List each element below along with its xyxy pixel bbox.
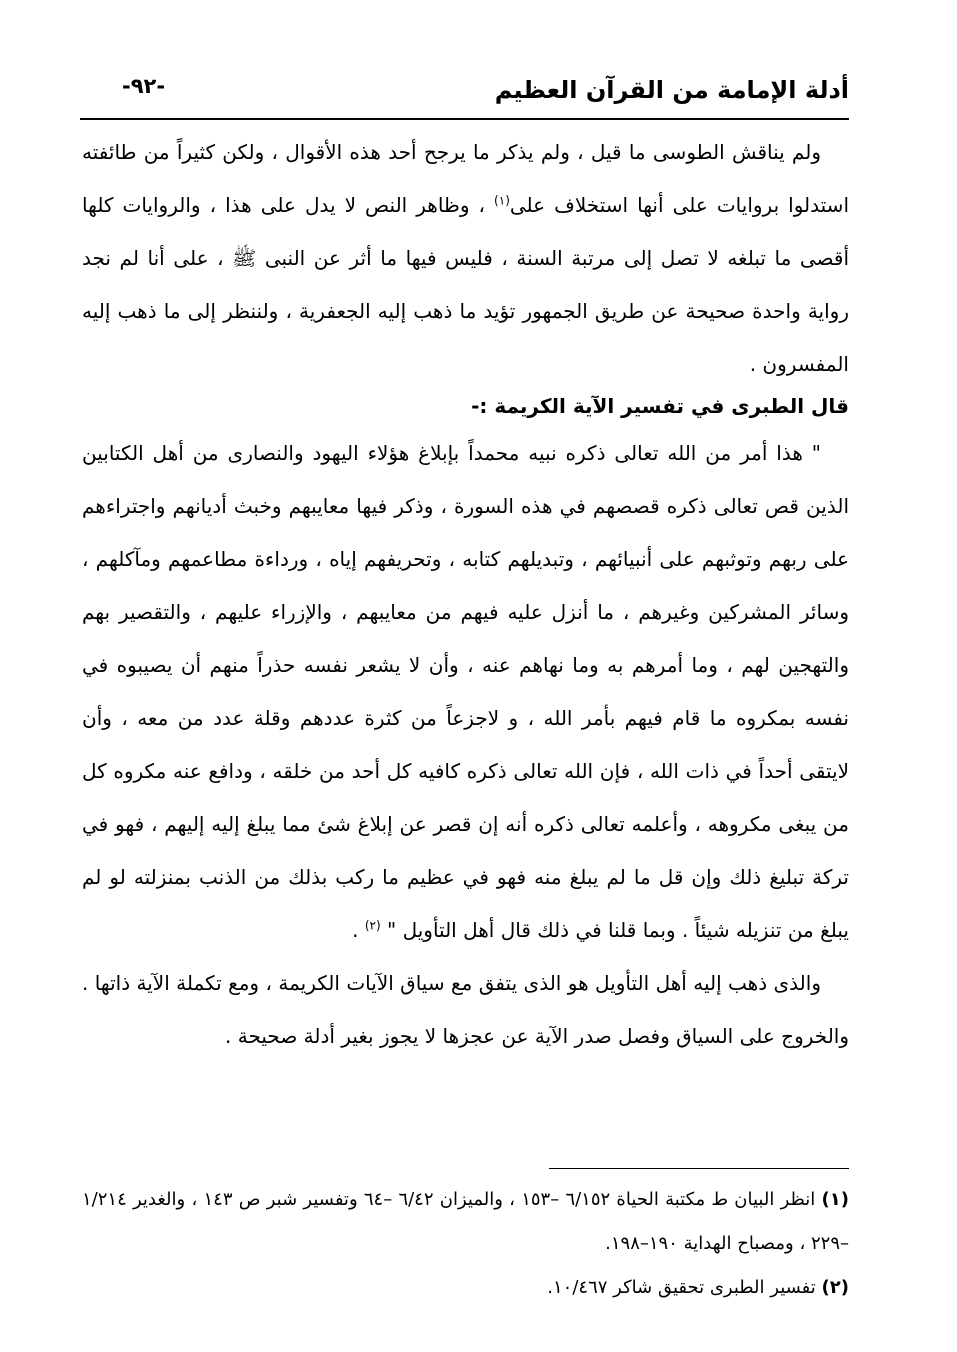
footnote-text-1: انظر البيان ط مكتبة الحياة ٦/١٥٢ –١٥٣ ، والميزان ٦/٤٢ –٦٤ وتفسير شبر ص ١٤٣ ، والغدير ١/٢١٤ –٢٢٩ ، ومصباح الهداية ١٩٠–١٩٨. [82, 1189, 849, 1254]
footnote-divider [549, 1168, 849, 1169]
footnotes [82, 1178, 849, 1310]
quote-end: . [352, 918, 365, 942]
footnote-mark-1: (١) [821, 1189, 849, 1210]
footnote-mark-2: (٢) [821, 1277, 849, 1298]
paragraph-conclusion: والذى ذهب إليه أهل التأويل هو الذى يتفق مع سياق الآيات الكريمة ، ومع تكملة الآية ذاتها . والخروج على السياق وفصل صدر الآية عن عجزها لا يجوز بغير أدلة صحيحة . [82, 971, 849, 1048]
footnote-2 [82, 1266, 849, 1310]
quote-text: " هذا أمر من الله تعالى ذكره نبيه محمداً بإبلاغ هؤلاء اليهود والنصارى من أهل الكتابين الذين قص تعالى ذكره قصصهم في هذه السورة ، وذكر فيها معايبهم وخبث أديانهم واجتراءهم على ربهم وتوثبهم على أنبيائهم ، وتبديلهم كتابه ، وتحريفهم إياه ، ورداءة مطاعمهم ومآكلهم ، وسائر المشركين وغيرهم ، ما أنزل عليه فيهم من معايبهم ، والإزراء عليهم ، والتقصير بهم والتهجين لهم ، وما أمرهم به وما نهاهم عنه ، وأن لا يشعر نفسه حذراً منهم أن يصيبوه في نفسه بمكروه ما قام فيهم بأمر الله ، و لاجزعاً من كثرة عددهم وقلة عدد من معه ، وأن لايتقى أحداً في ذات الله ، فإن الله تعالى ذكره كافيه كل أحد من خلقه ، ودافع عنه مكروه كل من يبغى مكروهه ، وأعلمه تعالى ذكره أنه إن قصر عن إبلاغ شئ مما يبلغ إليه إليهم ، فهو في تركة تبليغ ذلك وإن قل ما لم يبلغ منه فهو في عظيم ما ركب بذلك من الذنب بمنزلته لو لم يبلغ من تنزيله شيئاً . وبما قلنا في ذلك قال أهل التأويل " [82, 441, 849, 942]
header-divider [80, 118, 849, 120]
paragraph-intro-text-cont: ، وظاهر النص لا يدل على هذا ، والروايات كلها أقصى ما تبلغه لا تصل إلى مرتبة السنة ، فليس فيها ما أثر عن النبى ﷺ ، على أنا لم نجد رواية واحدة صحيحة عن طريق الجمهور تؤيد ما ذهب إليه الجعفرية ، ولننظر إلى ما ذهب إليه المفسرون . [82, 193, 849, 376]
page-header [80, 68, 849, 114]
footnote-1 [82, 1178, 849, 1266]
page-body [82, 126, 849, 1063]
section-heading: قال الطبرى في تفسير الآية الكريمة :- [471, 394, 849, 418]
paragraph-intro [82, 126, 849, 391]
footnote-ref-1: (١) [494, 193, 510, 208]
paragraph-intro-text: ولم يناقش الطوسى ما قيل ، ولم يذكر ما يرجح أحد هذه الأقوال ، ولكن كثيراً من طائفته استدلوا بروايات على أنها استخلاف على [82, 140, 849, 217]
footnote-text-2: تفسير الطبرى تحقيق شاكر ١٠/٤٦٧. [547, 1277, 816, 1298]
footnote-ref-2: (٢) [364, 918, 381, 933]
page-number: -٩٢- [122, 74, 166, 98]
book-title: أدلة الإمامة من القرآن العظيم [494, 76, 849, 104]
paragraph-quote [82, 427, 849, 957]
